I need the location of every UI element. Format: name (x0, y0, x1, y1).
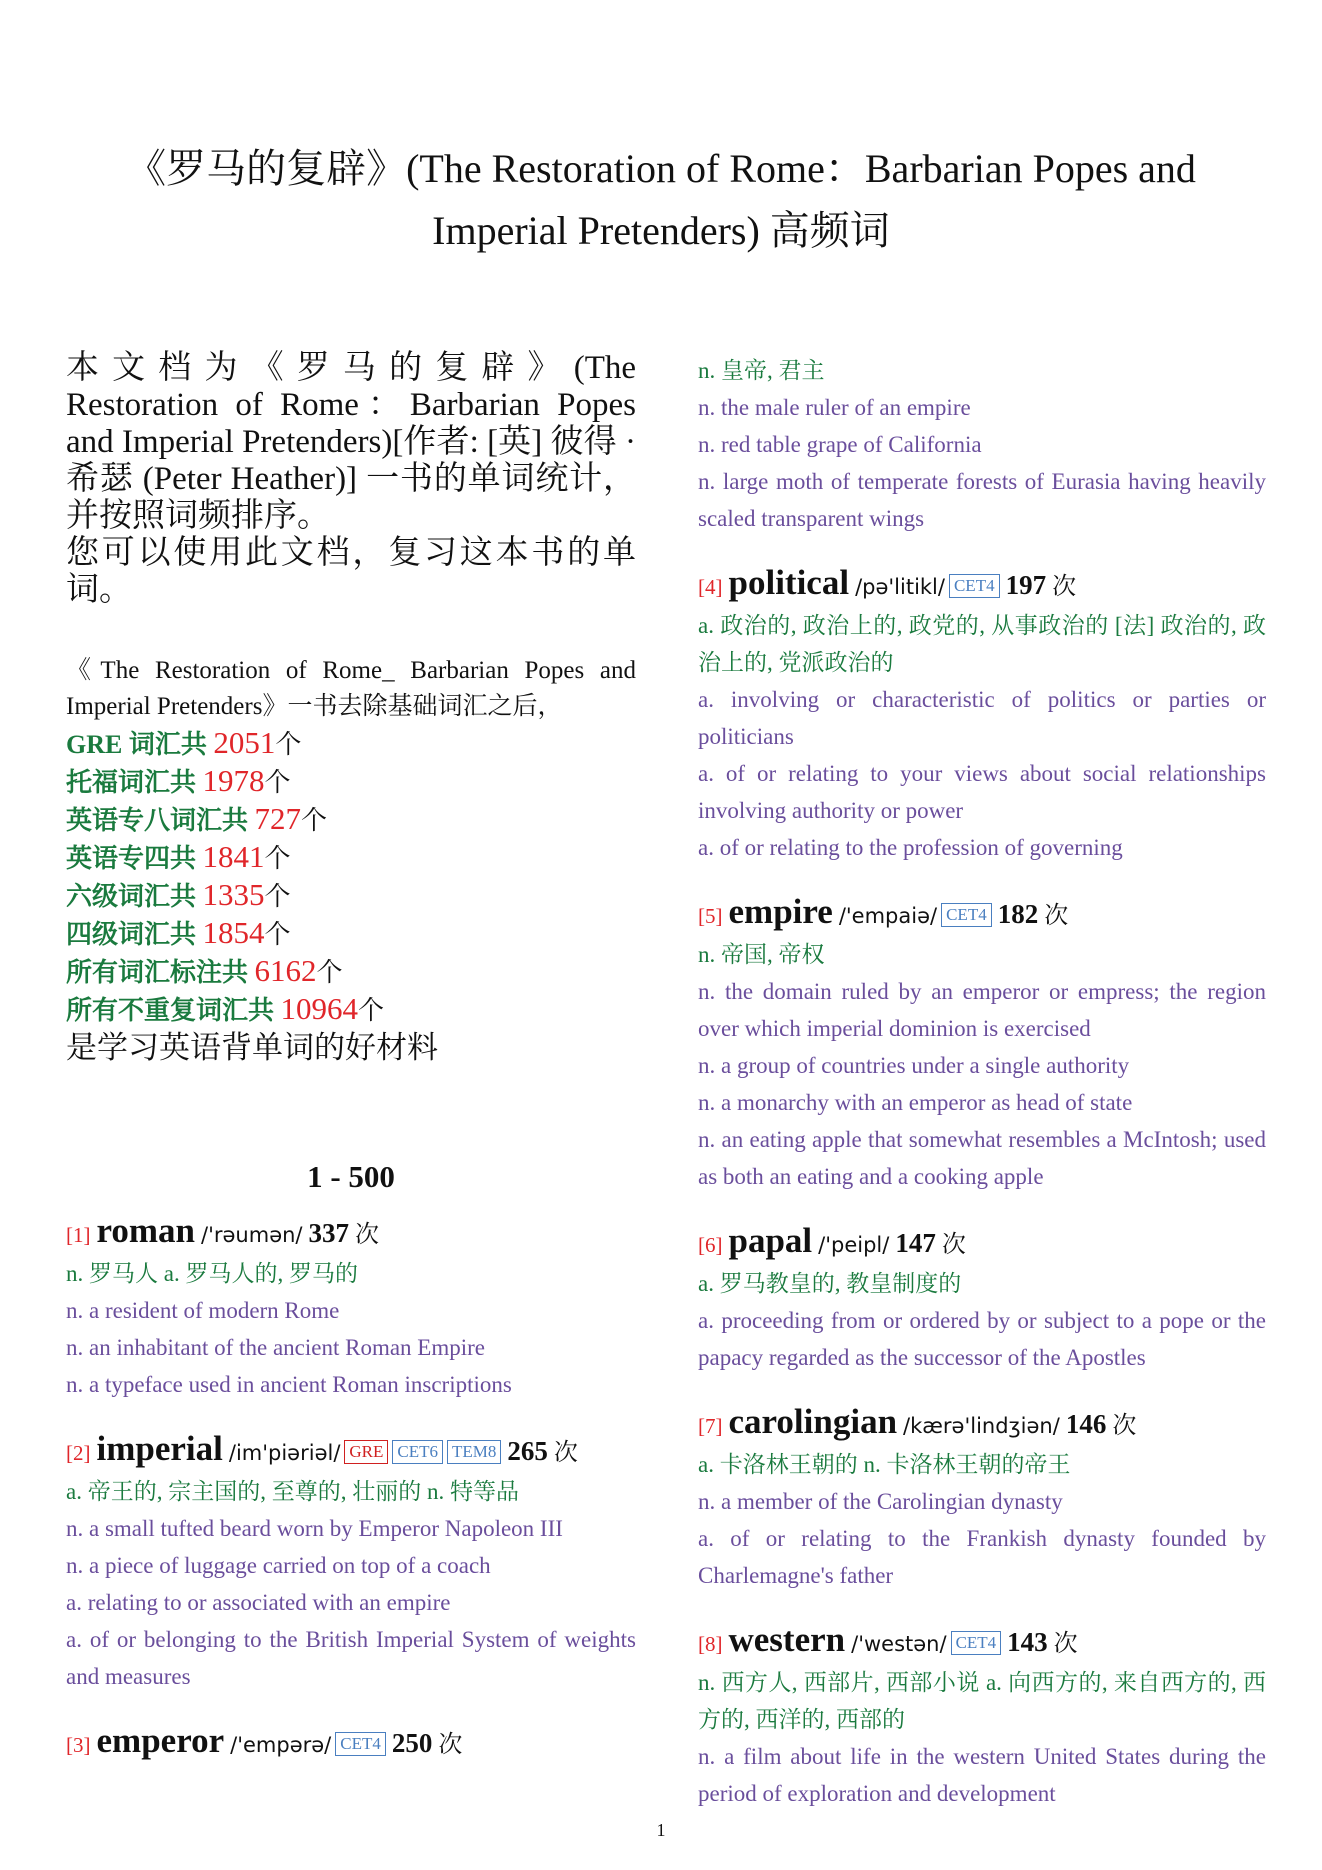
stat-label: 英语专四共 (66, 844, 203, 873)
stat-number: 2051 (213, 725, 276, 760)
entry-head (66, 1721, 636, 1765)
entry-word: papal (728, 1221, 813, 1260)
word-entry (698, 892, 1266, 1195)
entry-word: western (728, 1620, 846, 1659)
stat-label: 所有词汇标注共 (66, 958, 255, 987)
entry-definitions (698, 1265, 1266, 1376)
entry-word: emperor (96, 1721, 225, 1760)
summary-lead: 《The Restoration of Rome_ Barbarian Popes and Imperial Pretenders》一书去除基础词汇之后， (66, 657, 636, 720)
page-title (60, 138, 1262, 262)
entry-phonetic: /pə'litikl/ (855, 575, 945, 599)
stat-number: 1978 (202, 763, 265, 798)
stat-label: 六级词汇共 (66, 882, 203, 911)
stat-row (66, 915, 636, 953)
stat-unit: 个 (264, 882, 291, 911)
word-entry (66, 1211, 636, 1403)
entry-count: 182 (997, 899, 1039, 929)
stat-unit: 个 (316, 958, 343, 987)
entry-count: 337 (308, 1218, 350, 1248)
stat-unit: 个 (264, 844, 291, 873)
entry-index: [2] (66, 1441, 91, 1465)
count-unit: 次 (1052, 574, 1077, 600)
entry-index: [7] (698, 1414, 723, 1438)
exam-tag-badge: CET4 (949, 574, 1000, 598)
english-definition: a. of or relating to the Frankish dynasty founded by Charlemagne's father (698, 1526, 1266, 1588)
entry-word: roman (96, 1211, 196, 1250)
entry-index: [1] (66, 1223, 91, 1247)
exam-tag-badge: CET4 (951, 1631, 1002, 1655)
exam-tag-badge: CET4 (941, 903, 992, 927)
exam-tag-badge: CET4 (335, 1732, 386, 1756)
count-unit: 次 (1044, 903, 1069, 929)
entry-head (698, 1402, 1266, 1446)
entry-count: 265 (507, 1436, 548, 1466)
entry-definitions (66, 1255, 636, 1403)
stats-list (66, 725, 636, 1029)
chinese-definition: a. 帝王的, 宗主国的, 至尊的, 壮丽的 n. 特等品 (66, 1479, 519, 1504)
stat-unit: 个 (301, 806, 328, 835)
count-unit: 次 (553, 1440, 578, 1466)
entry-index: [6] (698, 1233, 723, 1257)
stat-row (66, 991, 636, 1029)
entry-definitions (66, 1473, 636, 1695)
english-definition: n. a film about life in the western United States during the period of exploration and development (698, 1744, 1266, 1806)
stat-number: 727 (254, 801, 302, 836)
stat-number: 1854 (202, 915, 265, 950)
chinese-definition: a. 政治的, 政治上的, 政党的, 从事政治的 [法] 政治的, 政治上的, 党派政治的 (698, 613, 1266, 675)
entry-phonetic: /'empaiə/ (838, 904, 938, 928)
english-definition: n. a resident of modern Rome (66, 1298, 340, 1323)
entries-left (66, 1211, 636, 1765)
entry-index: [8] (698, 1632, 723, 1656)
stat-unit: 个 (275, 730, 302, 759)
word-entry (698, 1620, 1266, 1812)
stat-unit: 个 (264, 920, 291, 949)
entry-definitions (698, 1446, 1266, 1594)
entry-head (698, 892, 1266, 936)
word-entry-continued (698, 352, 1266, 537)
entry-word: empire (728, 892, 833, 931)
entry-phonetic: /'westən/ (851, 1632, 947, 1656)
entry-word: imperial (96, 1429, 223, 1468)
stat-unit: 个 (358, 996, 385, 1025)
vocab-summary (66, 653, 636, 1067)
exam-tag-badge: GRE (344, 1440, 388, 1464)
entry-definitions (698, 1664, 1266, 1812)
entry-phonetic: /'peipl/ (818, 1233, 890, 1257)
page-number: 1 (656, 1820, 666, 1840)
english-definition: n. the domain ruled by an emperor or empress; the region over which imperial dominion is exercised (698, 979, 1266, 1041)
stat-number: 10964 (280, 991, 359, 1026)
english-definition: n. large moth of temperate forests of Eurasia having heavily scaled transparent wings (698, 469, 1266, 531)
entry-phonetic: /'empərə/ (230, 1733, 332, 1757)
english-definition: a. involving or characteristic of politics or parties or politicians (698, 687, 1266, 749)
stat-row (66, 839, 636, 877)
entry-head (698, 1620, 1266, 1664)
entry-definitions (698, 936, 1266, 1195)
entries-right (698, 352, 1266, 1812)
stat-label: GRE 词汇共 (66, 730, 214, 759)
english-definition: n. a member of the Carolingian dynasty (698, 1489, 1063, 1514)
exam-tag-badge: TEM8 (447, 1440, 501, 1464)
english-definition: n. a group of countries under a single authority (698, 1053, 1130, 1078)
intro-paragraph: 您可以使用此文档，复习这本书的单词。 (66, 535, 636, 608)
stat-row (66, 877, 636, 915)
stat-row (66, 725, 636, 763)
stat-label: 四级词汇共 (66, 920, 203, 949)
count-unit: 次 (355, 1222, 380, 1248)
exam-tag-badge: CET6 (392, 1440, 443, 1464)
count-unit: 次 (1053, 1631, 1078, 1657)
count-unit: 次 (941, 1232, 966, 1258)
entry-definitions (698, 607, 1266, 866)
title-line-2: Imperial Pretenders) 高频词 (432, 208, 890, 253)
summary-closing: 是学习英语背单词的好材料 (66, 1030, 438, 1065)
intro-block (66, 350, 636, 609)
english-definition: n. an eating apple that somewhat resembles a McIntosh; used as both an eating and a cooking apple (698, 1127, 1266, 1189)
title-line-1: 《罗马的复辟》(The Restoration of Rome：Barbarian Popes and (126, 146, 1196, 191)
stat-unit: 个 (264, 768, 291, 797)
stat-label: 所有不重复词汇共 (66, 996, 281, 1025)
english-definition: a. of or belonging to the British Imperial System of weights and measures (66, 1627, 636, 1689)
left-column (66, 350, 636, 1765)
entry-phonetic: /im'piəriəl/ (228, 1441, 341, 1465)
count-unit: 次 (438, 1732, 463, 1758)
entry-word: carolingian (728, 1402, 898, 1441)
entry-count: 250 (391, 1728, 433, 1758)
entry-count: 143 (1007, 1627, 1048, 1657)
stat-number: 1841 (202, 839, 265, 874)
intro-paragraph: 本文档为《罗马的复辟》(The Restoration of Rome：Barbarian Popes and Imperial Pretenders)[作者: [英] 彼得 · 希瑟 (Peter Heather)] 一书的单词统计，并按照词频排序。 (66, 350, 636, 534)
stat-row (66, 953, 636, 991)
english-definition: a. proceeding from or ordered by or subject to a pope or the papacy regarded as the successor of the Apostles (698, 1308, 1266, 1370)
english-definition: n. red table grape of California (698, 432, 982, 457)
english-definition: a. of or relating to your views about social relationships involving authority or power (698, 761, 1266, 823)
entry-count: 147 (895, 1228, 936, 1258)
stat-label: 英语专八词汇共 (66, 806, 255, 835)
chinese-definition: n. 帝国, 帝权 (698, 942, 825, 967)
word-entry (698, 1402, 1266, 1594)
english-definition: n. a small tufted beard worn by Emperor Napoleon III (66, 1516, 563, 1541)
entry-phonetic: /kærə'lindʒiən/ (903, 1414, 1060, 1438)
word-entry (698, 563, 1266, 866)
word-entry (66, 1429, 636, 1695)
stat-row (66, 763, 636, 801)
entry-head (66, 1429, 636, 1473)
entry-head (698, 1221, 1266, 1265)
english-definition: n. a monarchy with an emperor as head of state (698, 1090, 1133, 1115)
entry-index: [3] (66, 1733, 91, 1757)
chinese-definition: a. 卡洛林王朝的 n. 卡洛林王朝的帝王 (698, 1452, 1071, 1477)
word-entry (66, 1721, 636, 1765)
chinese-definition: n. 罗马人 a. 罗马人的, 罗马的 (66, 1261, 358, 1286)
entry-phonetic: /'rəumən/ (201, 1223, 303, 1247)
english-definition: n. a piece of luggage carried on top of a coach (66, 1553, 491, 1578)
stat-number: 6162 (254, 953, 317, 988)
entry-count: 197 (1005, 570, 1047, 600)
english-definition: n. a typeface used in ancient Roman inscriptions (66, 1372, 512, 1397)
entry-count: 146 (1065, 1409, 1107, 1439)
chinese-definition: a. 罗马教皇的, 教皇制度的 (698, 1271, 962, 1296)
english-definition: n. an inhabitant of the ancient Roman Empire (66, 1335, 485, 1360)
entry-head (66, 1211, 636, 1255)
range-heading: 1 - 500 (307, 1159, 395, 1194)
english-definition: a. relating to or associated with an empire (66, 1590, 451, 1615)
right-column (698, 352, 1266, 1838)
english-definition: n. the male ruler of an empire (698, 395, 971, 420)
word-entry (698, 1221, 1266, 1376)
entry-head (698, 563, 1266, 607)
entry-index: [4] (698, 575, 723, 599)
entry-word: political (728, 563, 850, 602)
chinese-definition: n. 皇帝, 君主 (698, 358, 825, 383)
entry-definitions (698, 352, 1266, 537)
count-unit: 次 (1112, 1413, 1137, 1439)
entry-index: [5] (698, 904, 723, 928)
stat-row (66, 801, 636, 839)
stat-number: 1335 (202, 877, 265, 912)
english-definition: a. of or relating to the profession of governing (698, 835, 1123, 860)
stat-label: 托福词汇共 (66, 768, 203, 797)
chinese-definition: n. 西方人, 西部片, 西部小说 a. 向西方的, 来自西方的, 西方的, 西洋的, 西部的 (698, 1670, 1266, 1732)
